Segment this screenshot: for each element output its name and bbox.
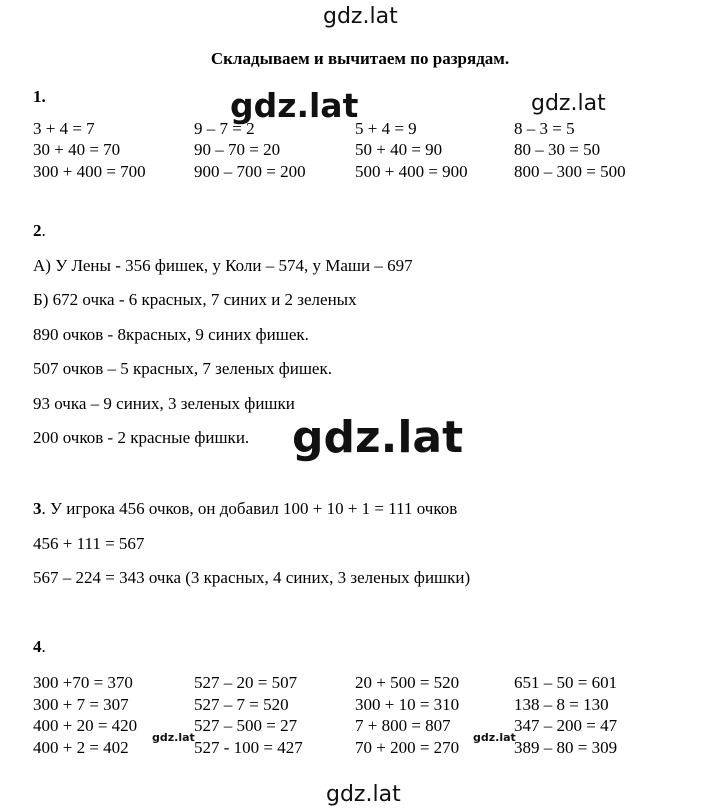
task4-col3-row2: 300 + 10 = 310 bbox=[355, 695, 460, 714]
task1-col1-row3: 300 + 400 = 700 bbox=[33, 162, 146, 181]
watermark-bold-first: gdz.lat bbox=[230, 86, 359, 125]
page-title: Складываем и вычитаем по разрядам. bbox=[210, 49, 510, 68]
task1-col2-row2: 90 – 70 = 20 bbox=[194, 140, 281, 159]
task4-col1-row2: 300 + 7 = 307 bbox=[33, 695, 129, 714]
task1-col2-row3: 900 – 700 = 200 bbox=[194, 162, 306, 181]
task4-col1-row4: 400 + 2 = 402 bbox=[33, 738, 129, 757]
task4-col2-row1: 527 – 20 = 507 bbox=[194, 673, 298, 692]
task2-line-507: 507 очков – 5 красных, 7 зеленых фишек. bbox=[33, 359, 332, 378]
task1-col3-row3: 500 + 400 = 900 bbox=[355, 162, 468, 181]
task1-col3-row1: 5 + 4 = 9 bbox=[355, 119, 417, 138]
task2-line-a: А) У Лены - 356 фишек, у Коли – 574, у Маши – 697 bbox=[33, 256, 413, 275]
task4-col4-row1: 651 – 50 = 601 bbox=[514, 673, 618, 692]
task1-col4-row2: 80 – 30 = 50 bbox=[514, 140, 601, 159]
task1-col4-row1: 8 – 3 = 5 bbox=[514, 119, 575, 138]
task2-number: 2. bbox=[33, 221, 46, 240]
task4-col3-row3: 7 + 800 = 807 bbox=[355, 716, 451, 735]
task3-line-1: 456 + 111 = 567 bbox=[33, 534, 145, 553]
task4-col4-row4: 389 – 80 = 309 bbox=[514, 738, 618, 757]
task2-line-200: 200 очков - 2 красные фишки. bbox=[33, 428, 250, 447]
task4-col2-row4: 527 - 100 = 427 bbox=[194, 738, 303, 757]
task4-col4-row2: 138 – 8 = 130 bbox=[514, 695, 609, 714]
task2-line-93: 93 очка – 9 синих, 3 зеленых фишки bbox=[33, 394, 295, 413]
task4-col2-row3: 527 – 500 = 27 bbox=[194, 716, 298, 735]
task4-number: 4. bbox=[33, 637, 46, 656]
watermark-small-right: gdz.lat bbox=[473, 731, 516, 744]
watermark-top: gdz.lat bbox=[323, 4, 398, 29]
watermark-bottom: gdz.lat bbox=[326, 782, 401, 807]
watermark-small-left: gdz.lat bbox=[152, 731, 195, 744]
watermark-bold-center: gdz.lat bbox=[292, 412, 464, 463]
task1-col1-row2: 30 + 40 = 70 bbox=[33, 140, 121, 159]
task1-number: 1. bbox=[33, 87, 46, 106]
task4-col1-row3: 400 + 20 = 420 bbox=[33, 716, 138, 735]
task4-col2-row2: 527 – 7 = 520 bbox=[194, 695, 289, 714]
task4-col4-row3: 347 – 200 = 47 bbox=[514, 716, 618, 735]
task2-line-890: 890 очков - 8красных, 9 синих фишек. bbox=[33, 325, 309, 344]
task1-col3-row2: 50 + 40 = 90 bbox=[355, 140, 443, 159]
watermark-right: gdz.lat bbox=[531, 91, 606, 116]
task1-col2-row1: 9 – 7 = 2 bbox=[194, 119, 255, 138]
task4-col3-row1: 20 + 500 = 520 bbox=[355, 673, 460, 692]
task4-col3-row4: 70 + 200 = 270 bbox=[355, 738, 460, 757]
task1-col4-row3: 800 – 300 = 500 bbox=[514, 162, 626, 181]
task3-line-2: 567 – 224 = 343 очка (3 красных, 4 синих, 3 зеленых фишки) bbox=[33, 568, 471, 587]
task3-statement: 3. У игрока 456 очков, он добавил 100 + 10 + 1 = 111 очков bbox=[33, 499, 458, 518]
task1-col1-row1: 3 + 4 = 7 bbox=[33, 119, 95, 138]
task2-line-b: Б) 672 очка - 6 красных, 7 синих и 2 зеленых bbox=[33, 290, 357, 309]
task4-col1-row1: 300 +70 = 370 bbox=[33, 673, 133, 692]
